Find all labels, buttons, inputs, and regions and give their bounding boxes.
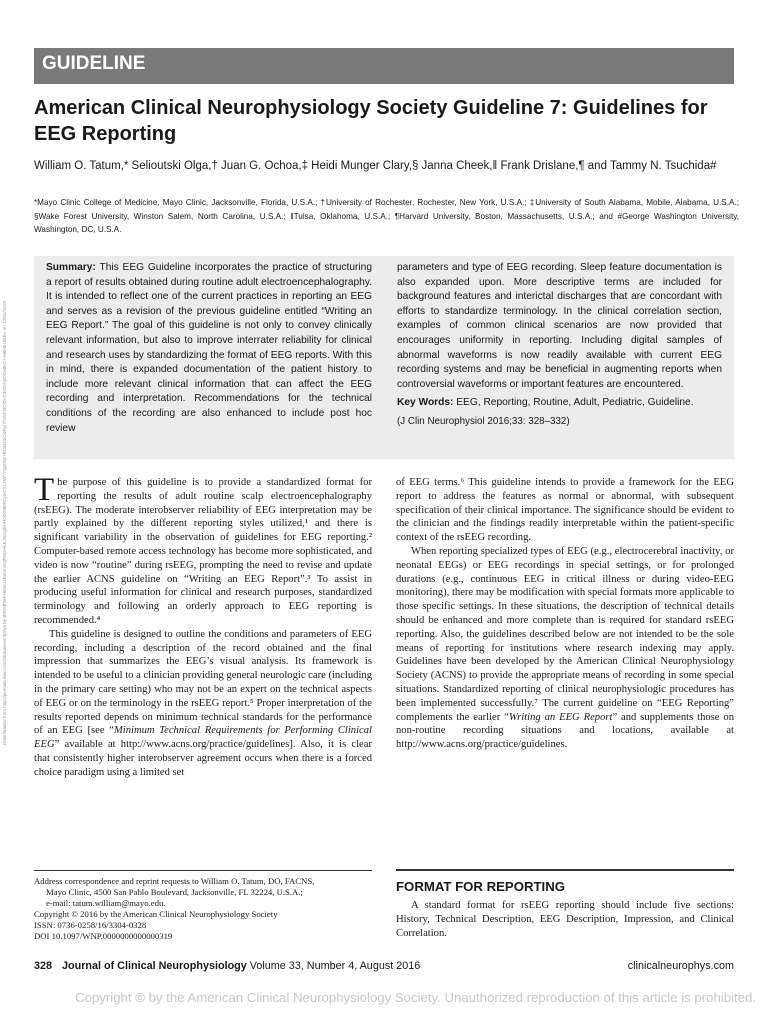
journal-url: clinicalneurophys.com — [627, 960, 734, 972]
summary-text-right: parameters and type of EEG recording. Sleep feature documentation is also expanded upon. More descriptive terms are included for background features and interictal discharges that are concordant with efforts to standardize terminology. In the clinical correlation section, examples of common clinical scenarios are now provided that encourages uniformity in reporting. Including digital samples of abnormal waveforms is now readily available with current EEG recording systems and may be beneficial in augmenting reports when controversial waveforms or important features are encountered. — [397, 262, 722, 390]
journal-info — [62, 960, 420, 972]
summary-label: Summary: — [46, 262, 96, 273]
banner-label: GUIDELINE — [42, 53, 146, 74]
footnote-line: Mayo Clinic, 4500 San Pablo Boulevard, Jacksonville, FL 32224, U.S.A.; — [46, 887, 303, 897]
intro-paragraph — [34, 472, 372, 628]
design-text-b: ” available at http://www.acns.org/practice/guidelines]. Also, it is clear that consistently higher interobserver agreement occurs when there is a forced choice paradigm using a limited set — [34, 739, 372, 778]
journal-name: Journal of Clinical Neurophysiology — [62, 960, 247, 972]
intro-text: he purpose of this guideline is to provide a standardized format for reporting the results of adult routine scalp electroencephalography (rsEEG). The moderate interobserver reliability of EEG interpretation may be partly explained by the different reporting styles utilized,¹ and there is significant variability in the observation of guidelines for EEG reporting.² Computer-based remote access technology has become more sophisticated, and video is now “routine” during rsEEG, prompting the need to revise and update the earlier ACNS guideline on “Writing an EEG Report”.³ To assist in producing useful information for clinical and research purposes, standardized terminology and following an orderly approach to EEG reporting is recommended.⁴ — [34, 477, 372, 626]
correspondence-footnote — [34, 876, 372, 942]
footnote-line: Address correspondence and reprint requests to William O. Tatum, DO, FACNS, — [34, 876, 315, 886]
article-title: American Clinical Neurophysiology Society Guideline 7: Guidelines for EEG Reporting — [34, 97, 708, 145]
framework-paragraph: of EEG terms.⁶ This guideline intends to provide a framework for the EEG report to address the features as normal or abnormal, with subsequent specification of their clinical importance. The significance should be evident to the clinician and the findings readily interpretable within the patient-specific context of the rsEEG recording. — [396, 477, 734, 544]
design-paragraph — [34, 628, 372, 780]
section-banner — [34, 48, 734, 84]
special-types-paragraph — [396, 545, 734, 752]
abstract-left-column — [46, 261, 372, 436]
footnote-line: DOI 10.1097/WNP.0000000000000319 — [34, 931, 173, 941]
page-number: 328 — [34, 960, 53, 972]
abstract-box — [34, 256, 734, 459]
design-text-italic: Minimum Technical Requirements for Performing Clinical EEG — [34, 725, 372, 751]
keywords — [397, 396, 722, 411]
page-footer — [34, 960, 734, 976]
author-list: William O. Tatum,* Selioutski Olga,† Juan G. Ochoa,‡ Heidi Munger Clary,§ Janna Cheek,‖ Frank Drislane,¶ and Tammy N. Tsuchida# — [34, 160, 717, 172]
section-paragraph: A standard format for rsEEG reporting should include five sections: History, Technical Description, EEG Description, Impression, and Clinical Correlation. — [396, 900, 734, 939]
special-text-b: ” and supplements those on non-routine recording situations and locations, available at http://www.acns.org/practice/guidelines. — [396, 711, 734, 751]
download-side-note: Downloaded from http://journals.lww.com/clinicalneurophys by BhDMf5ePHKav1zEoum1tQfN4a+kJLhEZgbsIHo4XMi0hCywCX1AWnYQp/IlQrHD3i3D0OdRyi7TvSFl4Cf3VC4/OAVpDDa8K2+Ya6H515kE= on 12/02/2020 — [2, 300, 7, 745]
footnote-line: Copyright © 2016 by the American Clinical Neurophysiology Society — [34, 909, 278, 919]
copyright-notice — [0, 990, 768, 1005]
journal-citation: (J Clin Neurophysiol 2016;33: 328–332) — [397, 415, 570, 427]
section-divider — [396, 869, 734, 871]
body-left-column — [34, 472, 373, 780]
body-right-column — [396, 476, 734, 752]
abstract-right-column — [397, 261, 722, 430]
design-text-a: This guideline is designed to outline the conditions and parameters of EEG recording, including a description of the record obtained and the final impression that summarizes the EEG’s visual analysis. Its framework is intended to be useful to a clinician providing general neurologic care (including in the primary care setting) who may not be an expert on the technical aspects of EEG or on the terminology in the rsEEG report.⁵ Proper interpretation of the results reported depends on minimum technical standards for the performance of an EEG [see “ — [34, 628, 373, 737]
summary-text-left: This EEG Guideline incorporates the practice of structuring a report of results obtained during routine adult electroencephalography. It is intended to reflect one of the current practices in reporting an EEG and serves as a revision of the previous guideline entitled “Writing an EEG Report.” The goal of this guideline is not only to convey clinically relevant information, but also to improve interrater reliability for clinical and research uses by standardizing the format of EEG reports. With this in mind, there is expanded documentation of the patient history to include more relevant clinical information that can affect the EEG recording and interpretation. Recommendations for the technical conditions of the recording are also enhanced to include post hoc review — [46, 262, 372, 434]
journal-issue: Volume 33, Number 4, August 2016 — [249, 960, 421, 972]
special-text-a: When reporting specialized types of EEG (e.g., electrocerebral inactivity, or neonatal EEGs) or EEG recordings in special settings, or for prolonged durations (e.g., continuous EEG in critical illness or during video-EEG monitoring), there may be modification with special formats more applicable to those specific settings. In these situations, the description of technical details should be enhanced and more complete than is required for standard rsEEG reporting. Also, the guidelines described below are not intended to be the sole means of reporting for institutions where research indexing may apply. Guidelines have been developed by the American Clinical Neurophysiology Society (ACNS) to provide the appropriate means of recording in some special situations. Standardized reporting of clinical neurophysiologic procedures has been implemented successfully.⁷ The current guideline on “EEG Reporting” complements the earlier “ — [396, 545, 734, 723]
affiliations: *Mayo Clinic College of Medicine, Mayo Clinic, Jacksonville, Florida, U.S.A.; †University of Rochester, Rochester, New York, U.S.A.; ‡University of South Alabama, Mobile, Alabama, U.S.A.; §Wake Forest University, Winston Salem, North Carolina, U.S.A.; ‖Tulsa, Oklahoma, U.S.A.; ¶Harvard University, Boston, Massachusetts, U.S.A.; and #George Washington University, Washington, DC, U.S.A. — [34, 198, 739, 234]
drop-cap: T — [34, 472, 55, 508]
keywords-label: Key Words: — [397, 397, 454, 409]
footnote-line: ISSN: 0736-0258/16/3304-0328 — [34, 920, 147, 930]
copyright-text: Copyright © by the American Clinical Neurophysiology Society. Unauthorized reproduction of this article is prohibited. — [75, 990, 756, 1005]
section-heading: FORMAT FOR REPORTING — [396, 879, 565, 894]
keywords-text: EEG, Reporting, Routine, Adult, Pediatric, Guideline. — [456, 397, 694, 409]
footnote-line: e-mail: tatum.william@mayo.edu. — [46, 898, 166, 908]
special-text-italic: Writing an EEG Report — [508, 711, 613, 723]
footnote-divider — [34, 870, 372, 871]
